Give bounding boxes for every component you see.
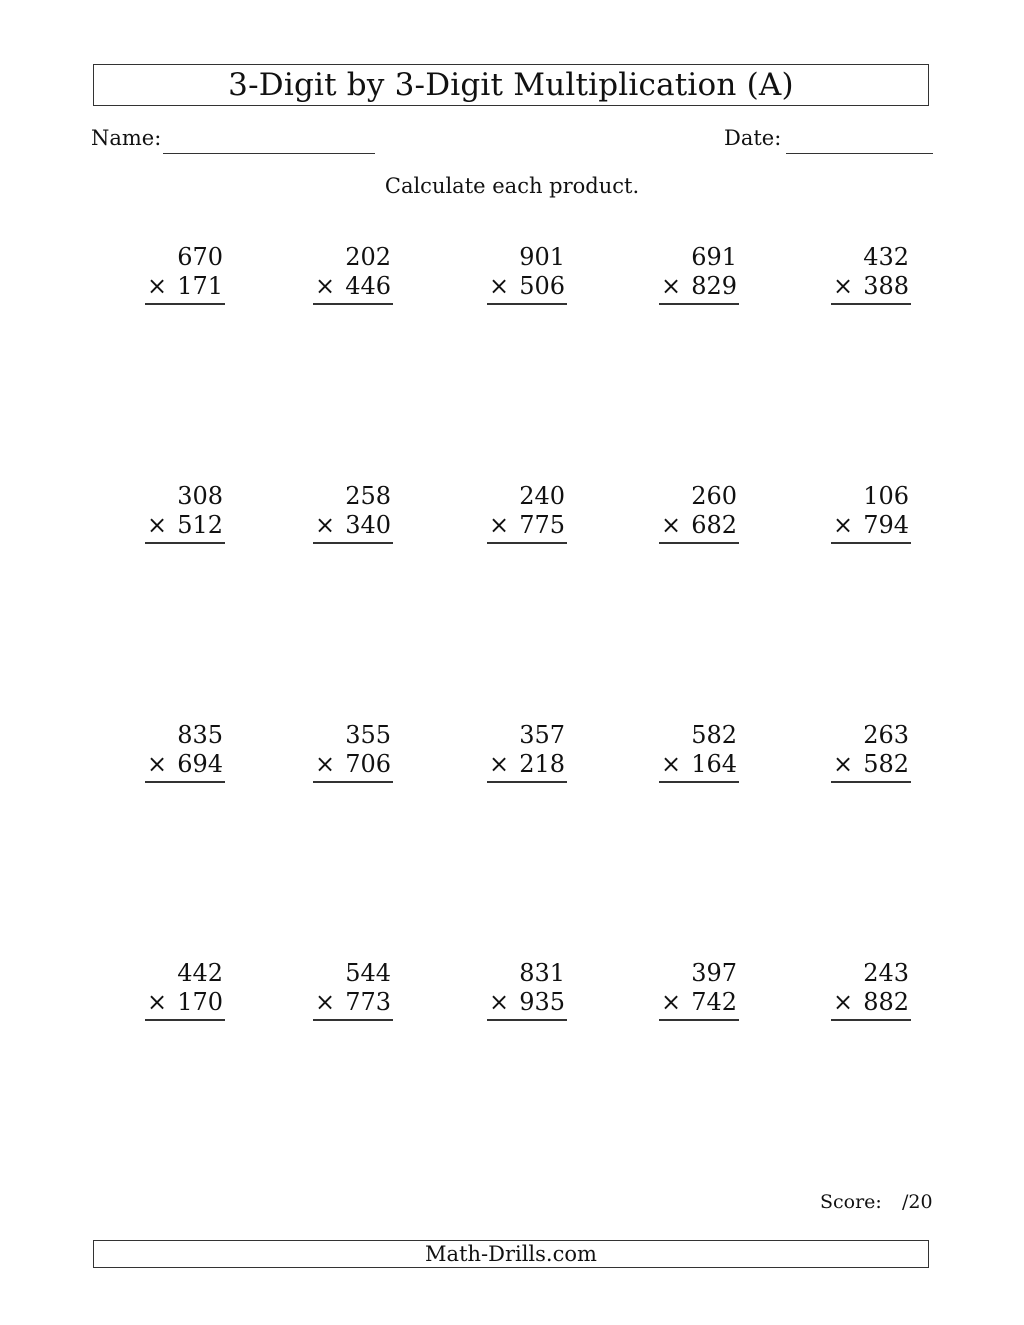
problem-20 [831,959,911,1021]
multiplicand: 397 [691,959,737,987]
multiplier-row [313,511,393,544]
multiplicand: 357 [519,721,565,749]
multiplier: 882 [863,988,909,1016]
multiplicand: 308 [177,482,223,510]
date-field-line[interactable] [786,153,933,154]
multiplicand: 442 [177,959,223,987]
problem-14 [659,721,739,783]
multiplier: 742 [691,988,737,1016]
problem-11 [145,721,225,783]
multiplier-row [487,272,567,305]
multiplier: 775 [519,511,565,539]
multiplier: 694 [177,750,223,778]
multiplier-row [313,750,393,783]
multiplier-row [831,750,911,783]
worksheet-title: 3-Digit by 3-Digit Multiplication (A) [93,64,929,106]
problem-2 [313,243,393,305]
problem-18 [487,959,567,1021]
multiplicand: 831 [519,959,565,987]
times-icon: × [315,511,336,539]
multiplicand: 240 [519,482,565,510]
problem-10 [831,482,911,544]
problem-1 [145,243,225,305]
times-icon: × [833,750,854,778]
multiplier-row [145,511,225,544]
multiplier-row [659,750,739,783]
multiplier-row [659,272,739,305]
times-icon: × [833,988,854,1016]
problem-15 [831,721,911,783]
times-icon: × [315,750,336,778]
multiplier: 582 [863,750,909,778]
multiplier: 935 [519,988,565,1016]
problem-17 [313,959,393,1021]
multiplier: 164 [691,750,737,778]
problem-4 [659,243,739,305]
multiplier-row [145,750,225,783]
multiplier: 794 [863,511,909,539]
multiplicand: 260 [691,482,737,510]
multiplier: 171 [177,272,223,300]
score-label: Score: [820,1191,882,1213]
multiplicand: 691 [691,243,737,271]
name-label: Name: [91,126,162,150]
times-icon: × [489,272,510,300]
problem-13 [487,721,567,783]
times-icon: × [833,272,854,300]
date-label: Date: [724,126,782,150]
times-icon: × [833,511,854,539]
multiplier-row [487,750,567,783]
multiplier: 170 [177,988,223,1016]
multiplier-row [487,988,567,1021]
multiplicand: 243 [863,959,909,987]
name-field-line[interactable] [163,153,375,154]
multiplier: 218 [519,750,565,778]
times-icon: × [489,511,510,539]
times-icon: × [661,511,682,539]
multiplier: 340 [345,511,391,539]
problem-8 [487,482,567,544]
multiplicand: 670 [177,243,223,271]
multiplier-row [313,988,393,1021]
problem-16 [145,959,225,1021]
problem-19 [659,959,739,1021]
times-icon: × [147,750,168,778]
times-icon: × [315,988,336,1016]
times-icon: × [147,272,168,300]
problem-5 [831,243,911,305]
multiplicand: 263 [863,721,909,749]
multiplier: 446 [345,272,391,300]
multiplier: 706 [345,750,391,778]
multiplicand: 355 [345,721,391,749]
multiplicand: 432 [863,243,909,271]
footer-site: Math-Drills.com [93,1240,929,1268]
multiplicand: 106 [863,482,909,510]
problem-9 [659,482,739,544]
multiplier: 506 [519,272,565,300]
times-icon: × [147,511,168,539]
multiplier: 829 [691,272,737,300]
multiplier-row [831,272,911,305]
multiplicand: 835 [177,721,223,749]
multiplier-row [659,511,739,544]
problem-12 [313,721,393,783]
multiplicand: 202 [345,243,391,271]
multiplicand: 901 [519,243,565,271]
multiplier-row [145,988,225,1021]
multiplicand: 544 [345,959,391,987]
times-icon: × [147,988,168,1016]
instructions: Calculate each product. [384,174,640,198]
multiplicand: 258 [345,482,391,510]
problem-3 [487,243,567,305]
times-icon: × [661,988,682,1016]
multiplier: 512 [177,511,223,539]
multiplier-row [313,272,393,305]
times-icon: × [661,750,682,778]
score-total: /20 [902,1191,933,1213]
times-icon: × [661,272,682,300]
multiplier: 773 [345,988,391,1016]
multiplier: 388 [863,272,909,300]
multiplicand: 582 [691,721,737,749]
problem-6 [145,482,225,544]
times-icon: × [489,750,510,778]
multiplier-row [659,988,739,1021]
multiplier-row [487,511,567,544]
times-icon: × [315,272,336,300]
multiplier: 682 [691,511,737,539]
multiplier-row [831,511,911,544]
times-icon: × [489,988,510,1016]
multiplier-row [145,272,225,305]
problem-7 [313,482,393,544]
multiplier-row [831,988,911,1021]
